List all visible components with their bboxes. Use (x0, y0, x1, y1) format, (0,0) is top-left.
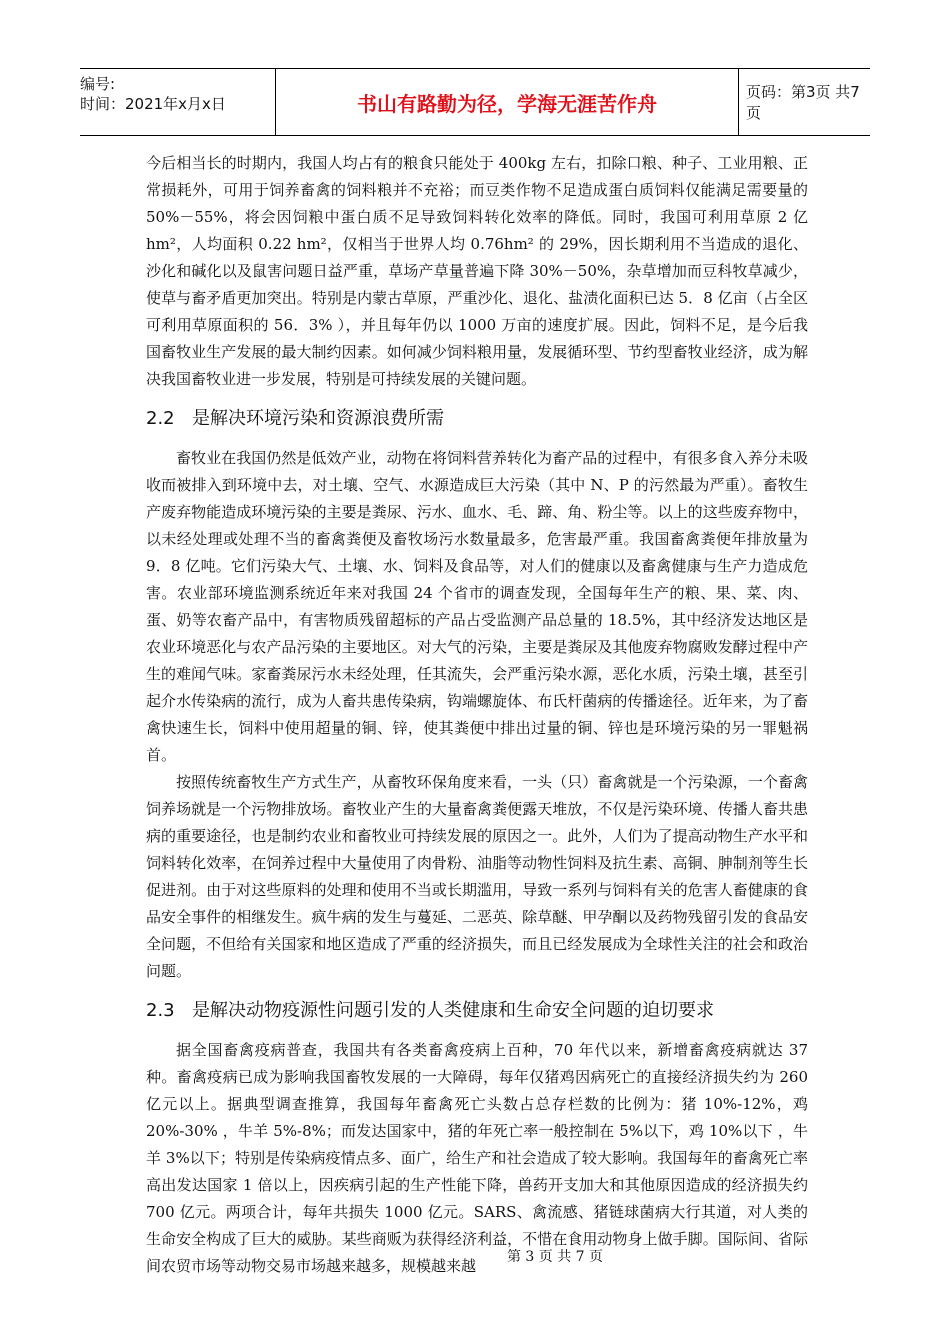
doc-number-label: 编号: (80, 75, 116, 93)
section-title: 是解决环境污染和资源浪费所需 (192, 408, 444, 429)
paragraph: 按照传统畜牧生产方式生产，从畜牧环保角度来看，一头（只）畜禽就是一个污染源，一个畜禽饲养场就是一个污物排放场。畜牧业产生的大量畜禽粪便露天堆放，不仅是污染环境、传播人畜共患病的重要途径，也是制约农业和畜牧业可持续发展的原因之一。此外，人们为了提高动物生产水平和饲料转化效率，在饲养过程中大量使用了肉骨粉、油脂等动物性饲料及抗生素、高铜、胂制剂等生长促进剂。由于对这些原料的处理和使用不当或长期滥用，导致一系列与饲料有关的危害人畜健康的食品安全事件的相继发生。疯牛病的发生与蔓延、二恶英、除草醚、甲孕酮以及药物残留引发的食品安全问题，不但给有关国家和地区造成了严重的经济损失，而且已经发展成为全球性关注的社会和政治问题。 (146, 773, 808, 980)
section-number: 2.2 (146, 408, 175, 429)
footer-page-number: 第 3 页 共 7 页 (506, 1249, 604, 1265)
header-meta (80, 69, 276, 135)
page-header (80, 68, 870, 136)
paragraph: 今后相当长的时期内，我国人均占有的粮食只能处于 400kg 左右，扣除口粮、种子、工业用粮、正常损耗外，可用于饲养畜禽的饲料粮并不充裕；而豆类作物不足造成蛋白质饲料仅能满足需要量的 50%－55%，将会因饲粮中蛋白质不足导致饲料转化效率的降低。同时，我国可利用草原 2 亿 hm²，人均面积 0.22 hm²，仅相当于世界人均 0.76hm² 的 29%，因长期利用不当造成的退化、沙化和碱化以及鼠害问题日益严重，草场产草量普遍下降 30%－50%，杂草增加而豆科牧草减少，使草与畜矛盾更加突出。特别是内蒙古草原，严重沙化、退化、盐渍化面积已达 5．8 亿亩（占全区可利用草原面积的 56．3% ），并且每年仍以 1000 万亩的速度扩展。因此，饲料不足，是今后我国畜牧业生产发展的最大制约因素。如何减少饲料粮用量，发展循环型、节约型畜牧业经济，成为解决我国畜牧业进一步发展，特别是可持续发展的关键问题。 (146, 154, 808, 388)
section-number: 2.3 (146, 1000, 175, 1021)
header-slogan: 书山有路勤为径，学海无涯苦作舟 (276, 69, 739, 135)
paragraph: 据全国畜禽疫病普查，我国共有各类畜禽疫病上百种，70 年代以来，新增畜禽疫病就达 37 种。畜禽疫病已成为影响我国畜牧发展的一大障碍，每年仅猪鸡因病死亡的直接经济损失约为 260 亿元以上。据典型调查推算，我国每年畜禽死亡头数占总存栏数的比例为：猪 10%-12%，鸡 20%-30% ，牛羊 5%-8%；而发达国家中，猪的年死亡率一般控制在 5%以下，鸡 10%以下 ，牛羊 3%以下；特别是传染病疫情点多、面广，给生产和社会造成了较大影响。我国每年的畜禽死亡率高出发达国家 1 倍以上，因疾病引起的生产性能下降，兽药开支加大和其他原因造成的经济损失约 700 亿元。两项合计，每年共损失 1000 亿元。SARS、禽流感、猪链球菌病大行其道，对人类的生命安全构成了巨大的威胁。某些商贩为获得经济利益，不惜在食用动物身上做手脚。国际间、省际间农贸市场等动物交易市场越来越多，规模越来越 (146, 1041, 808, 1275)
page-footer (0, 1246, 950, 1266)
paragraph: 畜牧业在我国仍然是低效产业，动物在将饲料营养转化为畜产品的过程中，有很多食入养分未吸收而被排入到环境中去，对土壤、空气、水源造成巨大污染（其中 N、P 的污然最为严重）。畜牧生产废弃物能造成环境污染的主要是粪尿、污水、血水、毛、蹄、角、粉尘等。以上的这些废弃物中，以未经处理或处理不当的畜禽粪便及畜牧场污水数量最多，危害最严重。我国畜禽粪便年排放量为 9．8 亿吨。它们污染大气、土壤、水、饲料及食品等，对人们的健康以及畜禽健康与生产力造成危害。农业部环境监测系统近年来对我国 24 个省市的调查发现，全国每年生产的粮、果、菜、肉、蛋、奶等农畜产品中，有害物质残留超标的产品占受监测产品总量的 18.5%，其中经济发达地区是农业环境恶化与农产品污染的主要地区。对大气的污染，主要是粪尿及其他废弃物腐败发酵过程中产生的难闻气味。家畜粪尿污水未经处理，任其流失，会严重污染水源，恶化水质，污染土壤，甚至引起介水传染病的流行，成为人畜共患传染病，钩端螺旋体、布氏杆菌病的传播途径。近年来，为了畜禽快速生长，饲料中使用超量的铜、锌，使其粪便中排出过量的铜、锌也是环境污染的另一罪魁祸首。 (146, 449, 808, 764)
document-body (146, 150, 808, 1280)
section-heading-2-2 (146, 401, 808, 437)
section-heading-2-3 (146, 993, 808, 1029)
section-title: 是解决动物疫源性问题引发的人类健康和生命安全问题的迫切要求 (192, 1000, 714, 1021)
header-page-info: 页码：第3页 共7页 (746, 83, 860, 122)
date-label: 时间：2021年x月x日 (80, 95, 226, 113)
